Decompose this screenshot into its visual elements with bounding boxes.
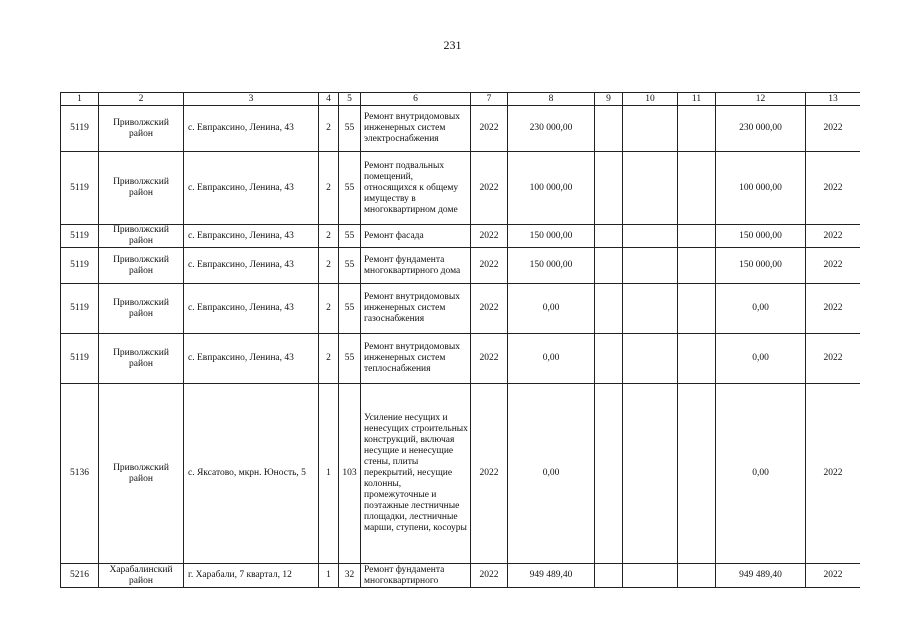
cell-cost: 150 000,00 [508,225,595,248]
cell-total: 0,00 [716,384,806,564]
cell-record-id: 5119 [61,106,99,152]
cell-col11 [678,384,716,564]
cell-col4: 2 [319,284,339,334]
cell-col10 [623,284,678,334]
column-header: 12 [716,93,806,106]
cell-cost: 949 489,40 [508,564,595,588]
cell-col5: 55 [339,106,361,152]
cell-col11 [678,248,716,284]
cell-col5: 103 [339,384,361,564]
cell-col9 [595,334,623,384]
cell-col11 [678,106,716,152]
cell-col5: 55 [339,152,361,225]
cell-work-type: Ремонт фундамента многоквартирного [361,564,471,588]
column-header: 11 [678,93,716,106]
cell-year: 2022 [471,225,508,248]
cell-col10 [623,564,678,588]
cell-district: Приволжский район [99,106,184,152]
cell-col9 [595,284,623,334]
cell-col4: 1 [319,564,339,588]
cell-year: 2022 [471,564,508,588]
cell-col9 [595,106,623,152]
cell-completion-year: 2022 [806,106,861,152]
cell-completion-year: 2022 [806,284,861,334]
cell-address: с. Евпраксино, Ленина, 43 [184,225,319,248]
cell-district: Приволжский район [99,152,184,225]
cell-completion-year: 2022 [806,225,861,248]
cell-cost: 150 000,00 [508,248,595,284]
cell-cost: 230 000,00 [508,106,595,152]
cell-col5: 55 [339,284,361,334]
cell-col5: 55 [339,225,361,248]
cell-address: с. Евпраксино, Ленина, 43 [184,284,319,334]
cell-year: 2022 [471,334,508,384]
cell-col9 [595,152,623,225]
cell-work-type: Ремонт внутридомовых инженерных систем электроснабжения [361,106,471,152]
cell-district: Приволжский район [99,284,184,334]
cell-col10 [623,225,678,248]
cell-year: 2022 [471,384,508,564]
table-row [61,284,861,334]
cell-total: 0,00 [716,284,806,334]
cell-col10 [623,248,678,284]
header-row [61,93,861,106]
cell-work-type: Ремонт внутридомовых инженерных систем теплоснабжения [361,334,471,384]
cell-total: 100 000,00 [716,152,806,225]
cell-work-type: Ремонт внутридомовых инженерных систем газоснабжения [361,284,471,334]
table-container [60,92,860,640]
column-header: 9 [595,93,623,106]
table-row [61,225,861,248]
cell-district: Приволжский район [99,225,184,248]
cell-col9 [595,564,623,588]
cell-district: Харабалинский район [99,564,184,588]
cell-total: 150 000,00 [716,225,806,248]
cell-col9 [595,248,623,284]
cell-completion-year: 2022 [806,564,861,588]
cell-completion-year: 2022 [806,248,861,284]
cell-work-type: Ремонт подвальных помещений, относящихся к общему имуществу в многоквартирном доме [361,152,471,225]
table-row [61,384,861,564]
cell-record-id: 5119 [61,225,99,248]
cell-year: 2022 [471,284,508,334]
cell-col4: 2 [319,106,339,152]
cell-col5: 32 [339,564,361,588]
cell-col9 [595,225,623,248]
cell-col5: 55 [339,334,361,384]
column-header: 7 [471,93,508,106]
cell-cost: 0,00 [508,284,595,334]
cell-address: с. Евпраксино, Ленина, 43 [184,334,319,384]
cell-record-id: 5216 [61,564,99,588]
table-row [61,248,861,284]
table-row [61,334,861,384]
cell-record-id: 5119 [61,248,99,284]
column-header: 2 [99,93,184,106]
cell-col11 [678,225,716,248]
cell-col9 [595,384,623,564]
cell-address: с. Яксатово, мкрн. Юность, 5 [184,384,319,564]
cell-col11 [678,284,716,334]
cell-col4: 2 [319,225,339,248]
column-header: 1 [61,93,99,106]
cell-completion-year: 2022 [806,152,861,225]
cell-record-id: 5119 [61,284,99,334]
cell-col11 [678,334,716,384]
cell-work-type: Ремонт фундамента многоквартирного дома [361,248,471,284]
cell-cost: 0,00 [508,384,595,564]
cell-total: 150 000,00 [716,248,806,284]
cell-col10 [623,334,678,384]
capital-repair-table [60,92,860,588]
cell-col4: 1 [319,384,339,564]
cell-address: с. Евпраксино, Ленина, 43 [184,106,319,152]
cell-address: с. Евпраксино, Ленина, 43 [184,152,319,225]
cell-record-id: 5119 [61,152,99,225]
cell-record-id: 5119 [61,334,99,384]
cell-work-type: Ремонт фасада [361,225,471,248]
cell-completion-year: 2022 [806,384,861,564]
table-row [61,564,861,588]
cell-col10 [623,152,678,225]
cell-district: Приволжский район [99,384,184,564]
cell-district: Приволжский район [99,334,184,384]
cell-total: 949 489,40 [716,564,806,588]
cell-cost: 0,00 [508,334,595,384]
cell-district: Приволжский район [99,248,184,284]
cell-year: 2022 [471,248,508,284]
cell-completion-year: 2022 [806,334,861,384]
cell-col11 [678,152,716,225]
column-header: 3 [184,93,319,106]
cell-year: 2022 [471,106,508,152]
cell-col4: 2 [319,152,339,225]
cell-address: с. Евпраксино, Ленина, 43 [184,248,319,284]
cell-col11 [678,564,716,588]
column-header: 4 [319,93,339,106]
column-header: 5 [339,93,361,106]
cell-col4: 2 [319,334,339,384]
page-number: 231 [443,38,462,52]
cell-col10 [623,106,678,152]
cell-total: 0,00 [716,334,806,384]
table-row [61,106,861,152]
column-header: 6 [361,93,471,106]
column-header: 13 [806,93,861,106]
cell-col5: 55 [339,248,361,284]
column-header: 8 [508,93,595,106]
cell-cost: 100 000,00 [508,152,595,225]
cell-col10 [623,384,678,564]
cell-total: 230 000,00 [716,106,806,152]
cell-address: г. Харабали, 7 квартал, 12 [184,564,319,588]
cell-year: 2022 [471,152,508,225]
cell-col4: 2 [319,248,339,284]
table-row [61,152,861,225]
cell-work-type: Усиление несущих и ненесущих строительных конструкций, включая несущие и ненесущие стены, плиты перекрытий, несущие колонны, промежуточные и поэтажные лестничные площадки, лестничные марши, ступени, косоуры [361,384,471,564]
column-header: 10 [623,93,678,106]
cell-record-id: 5136 [61,384,99,564]
